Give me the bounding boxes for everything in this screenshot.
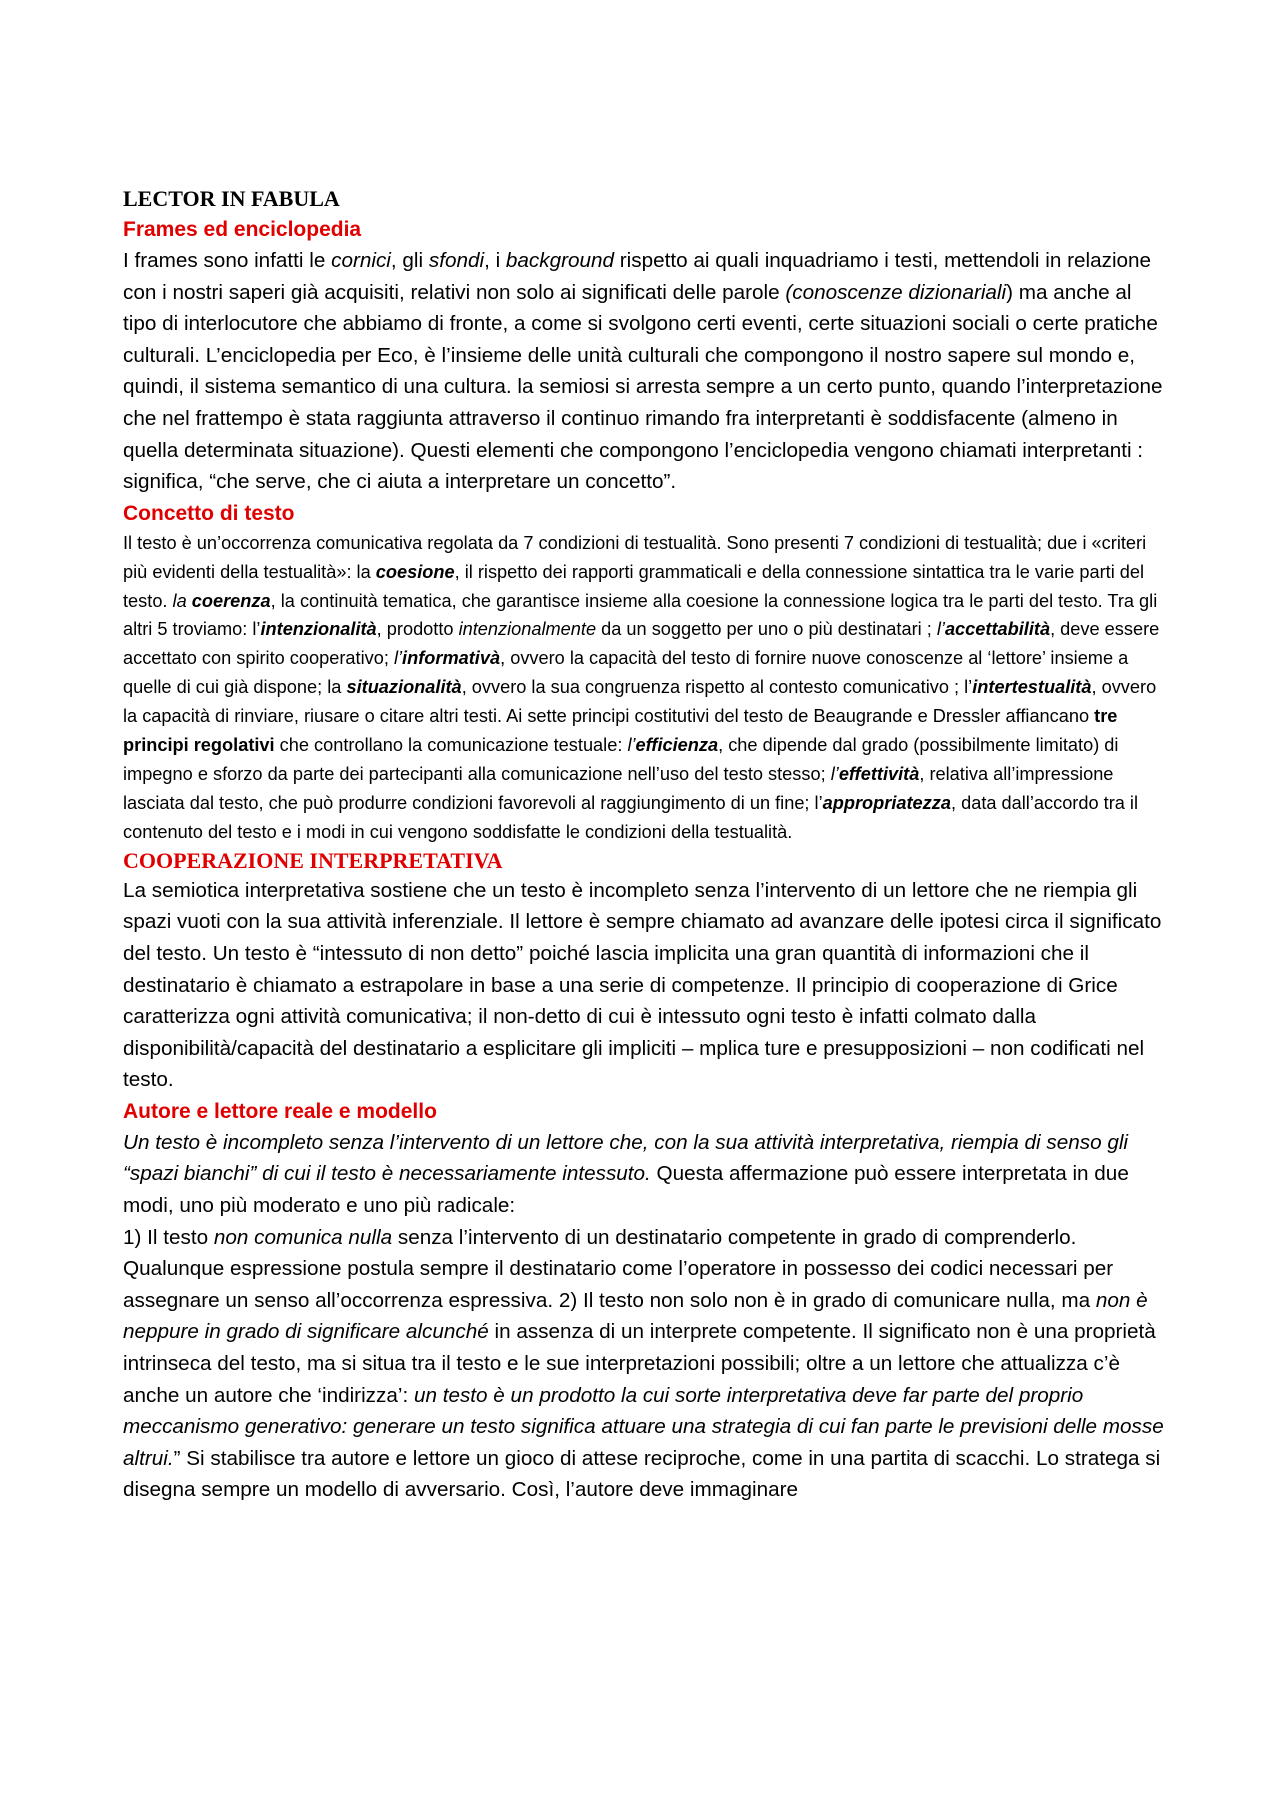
text-run: effettività: [838, 764, 920, 784]
text-run: (conoscenze dizionariali: [785, 280, 1007, 304]
section-heading-frames: Frames ed enciclopedia: [123, 218, 362, 241]
text-run: , gli: [390, 249, 429, 272]
text-run: non comunica nulla: [213, 1225, 393, 1249]
section-body-concetto: [123, 529, 1168, 847]
text-run: coesione: [375, 561, 455, 582]
text-run: coerenza: [191, 590, 271, 611]
text-run: appropriatezza: [822, 792, 951, 813]
text-run: , prodotto: [376, 619, 459, 640]
text-run: rispetto ai quali inquadriamo i testi, mettendoli in relazione con i nostri saperi già acquisiti, relativi non solo ai significati delle parole: [123, 249, 1152, 304]
section-body-autore: [123, 1127, 1168, 1506]
text-run: non è neppure in grado di significare alcunché: [123, 1288, 1148, 1344]
text-run: Un testo è incompleto senza l’intervento di un lettore che, con la sua attività interpretativa, riempia di senso gli “spazi bianchi” di cui il testo è necessariamente intessuto.: [123, 1130, 1129, 1186]
text-run: l’: [393, 648, 403, 669]
text-run: sfondi: [428, 249, 485, 272]
text-run: , i: [484, 249, 506, 272]
text-run: La semiotica interpretativa sostiene che un testo è incompleto senza l’intervento di un lettore che ne riempia gli spazi vuoti con la sua attività inferenziale. Il lettore è sempre chiamato ad avanzare delle ipotesi circa il significato del testo. Un testo è “intessuto di non detto” poiché lascia implicita una gran quantità di informazioni che il destinatario è chiamato a estrapolare in base a una serie di competenze. Il principio di cooperazione di Grice caratterizza ogni attività comunicativa; il non-detto di cui è intessuto ogni testo è infatti colmato dalla disponibilità/capacità del destinatario a esplicitare gli impliciti – mplica ture e presupposizioni – non codificati nel testo.: [123, 878, 1162, 1092]
text-run: , il rispetto dei rapporti grammaticali e della connessione sintattica tra le varie parti del testo.: [123, 561, 1145, 611]
text-run: , ovvero la capacità di rinviare, riusare o citare altri testi. Ai sette principi costitutivi del testo de Beaugrande e Dressler affiancano: [123, 677, 1157, 727]
text-run: che controllano la comunicazione testuale:: [274, 735, 628, 756]
section-heading-autore: Autore e lettore reale e modello: [123, 1099, 437, 1123]
section-body-frames: [123, 245, 1168, 498]
section-body-cooperazione: [123, 875, 1168, 1096]
text-run: ) ma anche al tipo di interlocutore che abbiamo di fronte, a come si svolgono certi eventi, certe situazioni sociali o certe pratiche culturali. L’enciclopedia per Eco, è l’insieme delle unità culturali che compongono il nostro sapere sul mondo e, quindi, il sistema semantico di una cultura. la semiosi si arresta sempre a un certo punto, quando l’interpretazione che nel frattempo è stata raggiunta attraverso il continuo rimando fra interpretanti è soddisfacente (almeno in quella determinata situazione). Questi elementi che compongono l’enciclopedia vengono chiamati interpretanti : significa, “che serve, che ci aiuta a interpretare un concetto”.: [123, 280, 1163, 494]
text-run: I frames sono infatti le: [123, 249, 332, 272]
text-run: da un soggetto per uno o più destinatari ;: [596, 619, 937, 640]
section-heading-cooperazione: COOPERAZIONE INTERPRETATIVA: [123, 847, 503, 873]
text-run: situazionalità: [346, 677, 462, 698]
text-run: in assenza di un interprete competente. Il significato non è una proprietà intrinseca del testo, ma si situa tra il testo e le sue interpretazioni possibili; oltre a un lettore che attualizza c’è anche un autore che ‘indirizza’:: [123, 1320, 1156, 1407]
text-run: intertestualità: [972, 677, 1092, 698]
text-run: efficienza: [635, 735, 719, 756]
document-page: [123, 184, 1168, 1506]
document-title: LECTOR IN FABULA: [123, 186, 340, 211]
text-run: , deve essere accettato con spirito cooperativo;: [123, 619, 1160, 669]
text-run: accettabilità: [944, 619, 1051, 640]
text-run: , ovvero la sua congruenza rispetto al contesto comunicativo ; l’: [461, 677, 973, 698]
text-run: 1) Il testo: [123, 1225, 214, 1249]
text-run: l’: [830, 764, 839, 784]
text-run: intenzionalità: [260, 619, 377, 640]
text-run: ” Si stabilisce tra autore e lettore un gioco di attese reciproche, come in una partita di scacchi. Lo stratega si disegna sempre un modello di avversario. Così, l’autore deve immaginare: [123, 1446, 1161, 1502]
text-run: Questa affermazione può essere interpretata in due modi, uno più moderato e uno più radicale:: [123, 1162, 1129, 1218]
text-run: l’: [627, 735, 636, 756]
text-run: Il testo è un’occorrenza comunicativa regolata da 7 condizioni di testualità. Sono presenti 7 condizioni di testualità; due i «criteri più evidenti della testualità»: la: [123, 532, 1147, 582]
text-run: background: [505, 249, 615, 272]
text-run: informativà: [402, 648, 501, 669]
text-run: , data dall’accordo tra il contenuto del testo e i modi in cui vengono soddisfatte le condizioni della testualità.: [123, 792, 1139, 842]
text-run: , ovvero la capacità del testo di fornire nuove conoscenze al ‘lettore’ insieme a quelle di cui già dispone; la: [123, 648, 1129, 698]
text-run: la: [172, 590, 192, 611]
text-run: , la continuità tematica, che garantisce insieme alla coesione la connessione logica tra le parti del testo. Tra gli altri 5 troviamo: l’: [123, 590, 1158, 640]
text-run: , che dipende dal grado (possibilmente limitato) di impegno e sforzo da parte dei partecipanti alla comunicazione nell’uso del testo stesso;: [123, 735, 1119, 784]
text-run: , relativa all’impressione lasciata dal testo, che può produrre condizioni favorevoli al raggiungimento di un fine; l’: [123, 764, 1114, 813]
section-heading-concetto: Concetto di testo: [123, 501, 295, 525]
text-run: senza l’intervento di un destinatario competente in grado di comprenderlo. Qualunque espressione postula sempre il destinatario come l’operatore in possesso dei codici necessari per assegnare un senso all’occorrenza espressiva. 2) Il testo non solo non è in grado di comunicare nulla, ma: [123, 1225, 1114, 1312]
text-run: cornici: [331, 249, 391, 272]
text-run: tre principi regolativi: [123, 706, 1118, 756]
text-run: intenzionalmente: [458, 619, 597, 640]
text-run: un testo è un prodotto la cui sorte interpretativa deve far parte del proprio meccanismo generativo: generare un testo significa attuare una strategia di cui fan parte le previsioni delle mosse altrui.: [123, 1383, 1164, 1470]
text-run: l’: [936, 619, 945, 640]
